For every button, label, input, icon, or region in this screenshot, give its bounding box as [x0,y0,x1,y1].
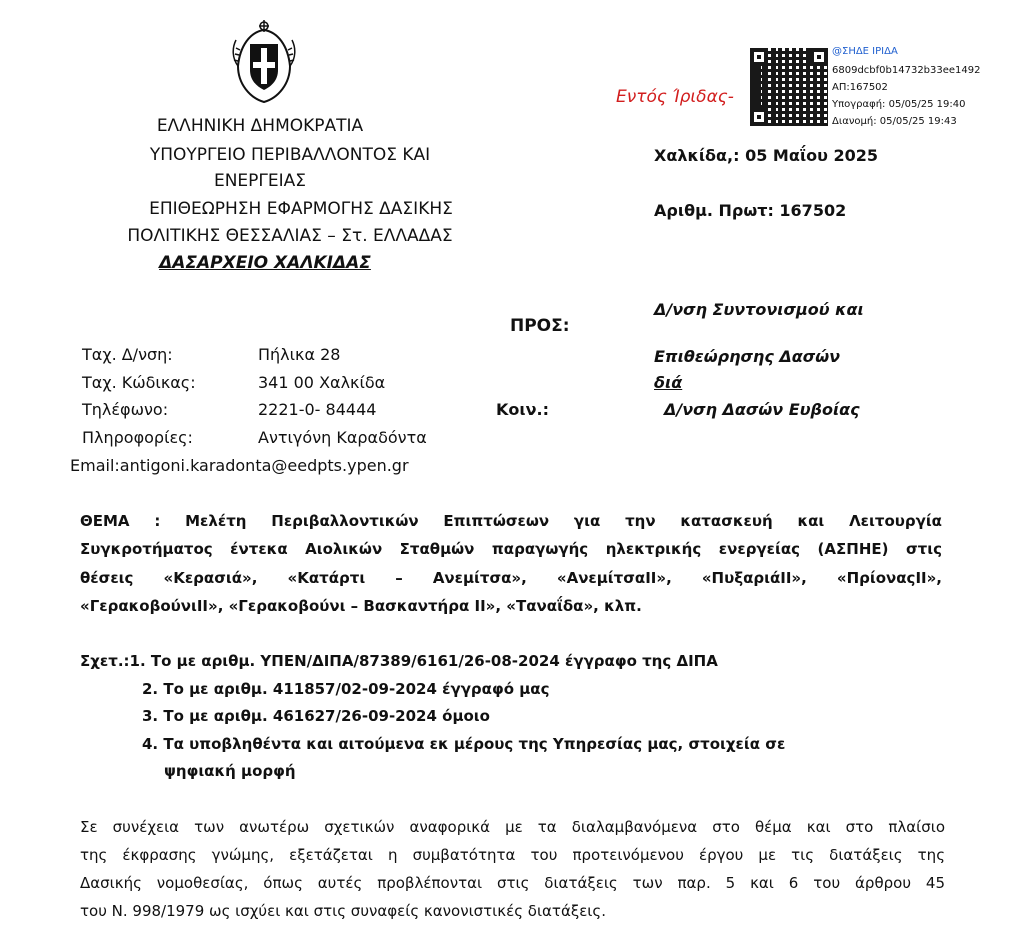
body-line-4: του Ν. 998/1979 ως ισχύει και στις συναφείς κανονιστικές διατάξεις. [80,902,606,920]
office-name: ΔΑΣΑΡΧΕΙΟ ΧΑΛΚΙΔΑΣ [159,253,371,273]
subject-line-4: «ΓερακοβούνιΙΙ», «Γερακοβούνι – Βασκαντήρα ΙΙ», «Ταναΐδα», κλπ. [80,597,642,615]
greek-coat-of-arms-icon [228,18,300,106]
address-value: Πήλικα 28 [258,345,341,364]
body-line-2: της έκφρασης γνώμης, εξετάζεται η συμβατότητα του προτεινόμενου έργου με τις διατάξεις της [80,846,945,864]
stamp-protocol: ΑΠ:167502 [832,82,888,93]
to-recipient-line-2: Επιθεώρησης Δασών [654,347,841,366]
header-line-2: ΥΠΟΥΡΓΕΙΟ ΠΕΡΙΒΑΛΛΟΝΤΟΣ ΚΑΙ [149,145,431,165]
to-recipient-line-1: Δ/νση Συντονισμού και [654,300,864,319]
cc-label: Κοιν.: [496,400,549,419]
header-line-3: ΕΝΕΡΓΕΙΑΣ [213,171,307,191]
header-line-5: ΠΟΛΙΤΙΚΗΣ ΘΕΣΣΑΛΙΑΣ – Στ. ΕΛΛΑΔΑΣ [127,226,453,246]
info-label: Πληροφορίες: [82,428,193,447]
info-value: Αντιγόνη Καραδόντα [258,428,427,447]
qr-code-icon [750,48,828,126]
document-hash: 6809dcbf0b14732b33ee1492 [832,65,981,76]
reference-item-1: Σχετ.:1. Το με αριθμ. ΥΠΕΝ/ΔΙΠΑ/87389/6161/26-08-2024 έγγραφο της ΔΙΠΑ [80,652,718,670]
subject-line-2: Συγκροτήματος έντεκα Αιολικών Σταθμών παραγωγής ηλεκτρικής ενεργείας (ΑΣΠΗΕ) στις [80,540,942,558]
to-label: ΠΡΟΣ: [510,316,570,336]
protocol-number: Αριθμ. Πρωτ: 167502 [654,201,847,220]
zip-label: Ταχ. Κώδικας: [82,373,196,392]
email-link[interactable]: Email:antigoni.karadonta@eedpts.ypen.gr [70,456,409,475]
body-line-1: Σε συνέχεια των ανωτέρω σχετικών αναφορικά με τα διαλαμβανόμενα στο θέμα και στο πλαίσιο [80,818,945,836]
header-line-4: ΕΠΙΘΕΩΡΗΣΗ ΕΦΑΡΜΟΓΗΣ ΔΑΣΙΚΗΣ [149,199,453,219]
subject-line-3: θέσεις «Κερασιά», «Κατάρτι – Ανεμίτσα», «ΑνεμίτσαΙΙ», «ΠυξαριάΙΙ», «ΠρίοναςΙΙ», [80,569,942,587]
zip-value: 341 00 Χαλκίδα [258,373,386,392]
irida-system-label: @ΣΗΔΕ ΙΡΙΔΑ [832,46,898,57]
phone-label: Τηλέφωνο: [82,400,169,419]
reference-item-2: 2. Το με αριθμ. 411857/02-09-2024 έγγραφό μας [142,680,550,698]
reference-item-4-cont: ψηφιακή μορφή [164,762,296,780]
header-line-1: ΕΛΛΗΝΙΚΗ ΔΗΜΟΚΡΑΤΙΑ [156,116,364,136]
reference-item-4: 4. Τα υποβληθέντα και αιτούμενα εκ μέρους της Υπηρεσίας μας, στοιχεία σε [142,735,786,753]
reference-item-3: 3. Το με αριθμ. 461627/26-09-2024 όμοιο [142,707,490,725]
subject-line-1: ΘΕΜΑ : Μελέτη Περιβαλλοντικών Επιπτώσεων για την κατασκευή και Λειτουργία [80,512,942,530]
cc-recipient: Δ/νση Δασών Ευβοίας [664,400,860,419]
address-label: Ταχ. Δ/νση: [82,345,173,364]
phone-value: 2221-0- 84444 [258,400,377,419]
city-date: Χαλκίδα,: 05 Μαΐου 2025 [654,146,878,165]
distribution-timestamp: Διανομή: 05/05/25 19:43 [832,116,957,127]
body-line-3: Δασικής νομοθεσίας, όπως αυτές προβλέπονται στις διατάξεις των παρ. 5 και 6 του άρθρου 45 [80,874,945,892]
within-irida-label: Εντός Ίριδας- [616,87,734,107]
via-label: διά [654,373,683,392]
signature-timestamp: Υπογραφή: 05/05/25 19:40 [832,99,966,110]
